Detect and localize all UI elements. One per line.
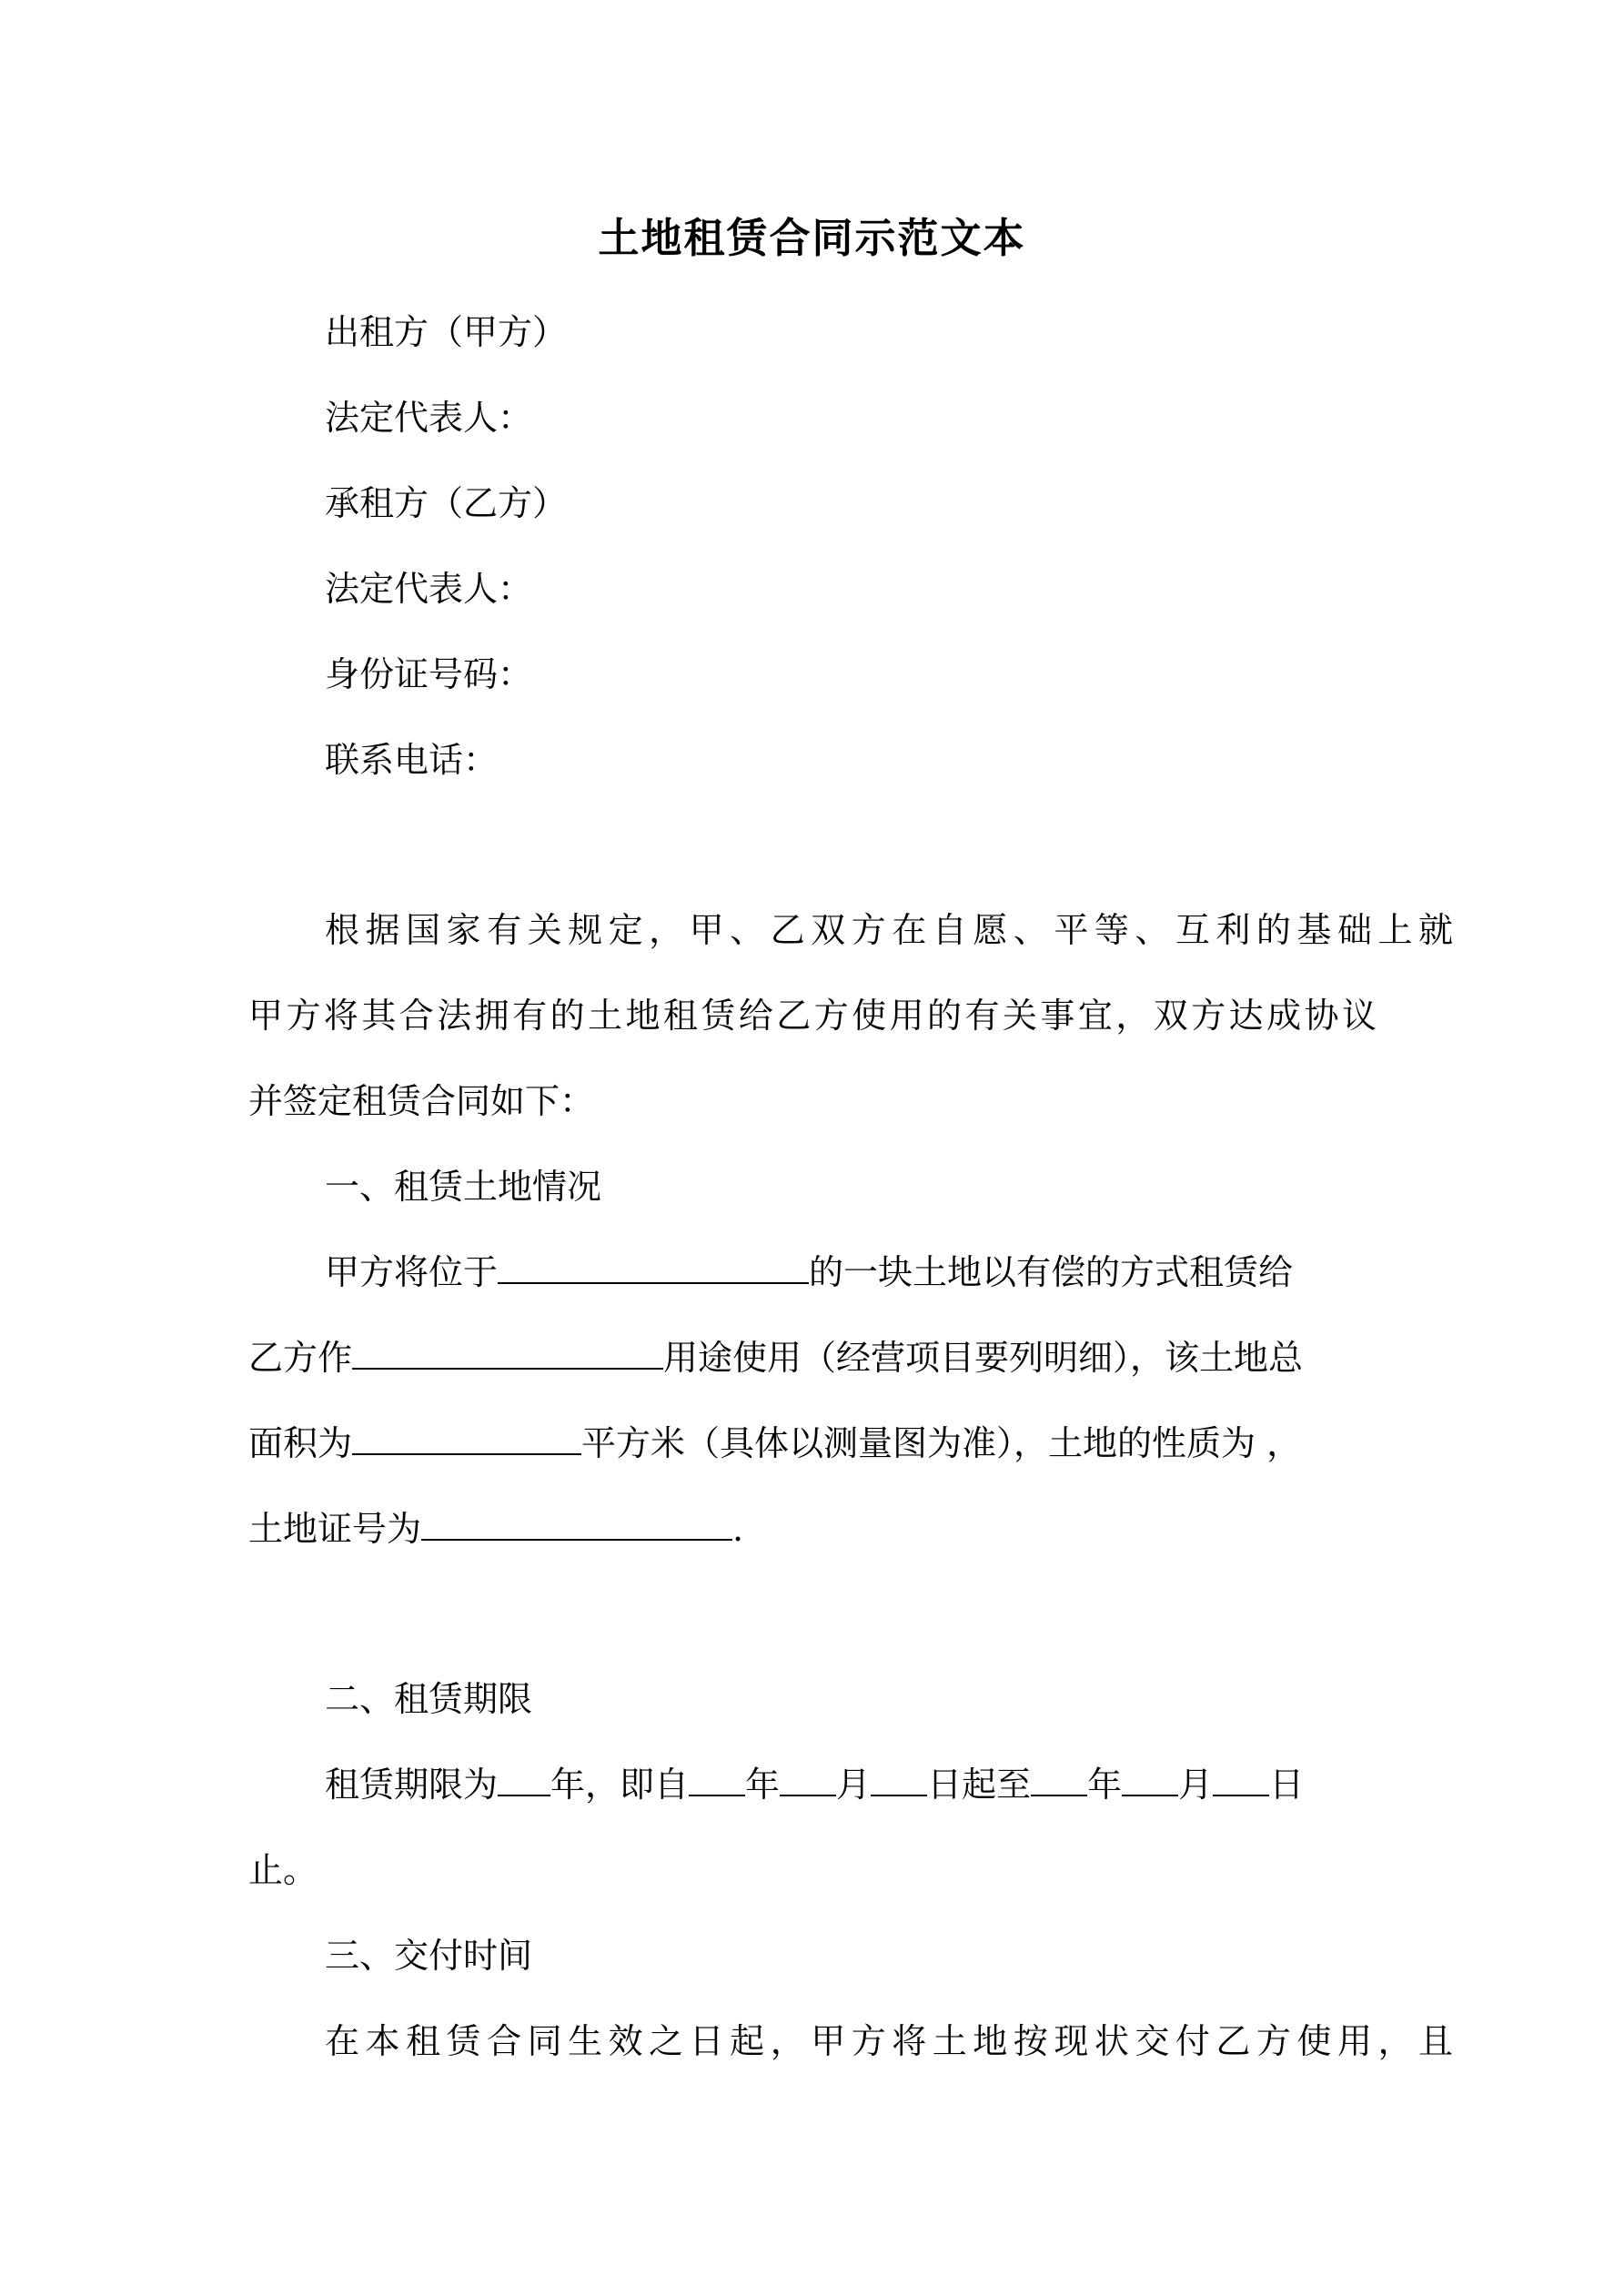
end-year-blank — [1031, 1758, 1087, 1796]
start-day-blank — [871, 1758, 927, 1796]
area-prefix: 面积为 — [248, 1423, 353, 1463]
term-text-2: 年，即自 — [550, 1765, 690, 1805]
certificate-blank — [421, 1502, 732, 1541]
section-3-heading: 三、交付时间 — [325, 1936, 533, 1976]
location-blank — [498, 1246, 809, 1284]
preamble-line-2: 甲方将其合法拥有的土地租赁给乙方使用的有关事宜，双方达成协议 — [248, 996, 1377, 1036]
term-text-1: 租赁期限为 — [325, 1765, 499, 1805]
term-text-3: 年 — [745, 1765, 781, 1805]
lessee-line: 承租方（乙方） — [325, 483, 568, 523]
term-text-4: 月 — [836, 1765, 872, 1805]
section-2-line-1 — [248, 1757, 1453, 1812]
usage-suffix: 用途使用（经营项目要列明细），该土地总 — [663, 1338, 1304, 1378]
lessee-representative-line: 法定代表人： — [325, 569, 533, 609]
section-1-line-3 — [248, 1416, 1377, 1471]
section-2-line-2: 止。 — [248, 1850, 318, 1890]
area-suffix: 平方米（具体以测量图为准），土地的性质为 ， — [581, 1423, 1302, 1463]
term-text-7: 月 — [1178, 1765, 1214, 1805]
section-1-line-4 — [248, 1502, 1377, 1556]
preamble-line-3: 并签定租赁合同如下： — [248, 1081, 595, 1121]
area-blank — [352, 1417, 581, 1455]
document-title: 土地租赁合同示范文本 — [598, 214, 1026, 262]
section-1-heading: 一、租赁土地情况 — [325, 1167, 602, 1207]
term-text-8: 日 — [1269, 1765, 1305, 1805]
lessor-representative-line: 法定代表人： — [325, 398, 533, 438]
term-text-6: 年 — [1087, 1765, 1123, 1805]
preamble-line-1: 根据国家有关规定，甲、乙双方在自愿、平等、互利的基础上就 — [325, 910, 1453, 950]
section-1-line-1 — [248, 1245, 1453, 1300]
start-month-blank — [780, 1758, 836, 1796]
start-year-blank — [689, 1758, 745, 1796]
section-1-line-2 — [248, 1330, 1377, 1385]
term-years-blank — [498, 1758, 550, 1796]
section-3-line-1: 在本租赁合同生效之日起，甲方将土地按现状交付乙方使用，且 — [325, 2021, 1453, 2061]
end-day-blank — [1213, 1758, 1269, 1796]
usage-prefix: 乙方作 — [248, 1338, 353, 1378]
section-2-heading: 二、租赁期限 — [325, 1679, 533, 1719]
phone-line: 联系电话： — [325, 740, 499, 780]
usage-blank — [352, 1331, 663, 1370]
location-prefix: 甲方将位于 — [325, 1252, 499, 1292]
lessor-line: 出租方（甲方） — [325, 312, 568, 352]
term-text-5: 日起至 — [927, 1765, 1032, 1805]
location-suffix: 的一块土地以有偿的方式租赁给 — [809, 1252, 1294, 1292]
certificate-suffix: . — [732, 1509, 744, 1549]
end-month-blank — [1122, 1758, 1178, 1796]
certificate-prefix: 土地证号为 — [248, 1509, 422, 1549]
id-number-line: 身份证号码： — [325, 654, 533, 694]
